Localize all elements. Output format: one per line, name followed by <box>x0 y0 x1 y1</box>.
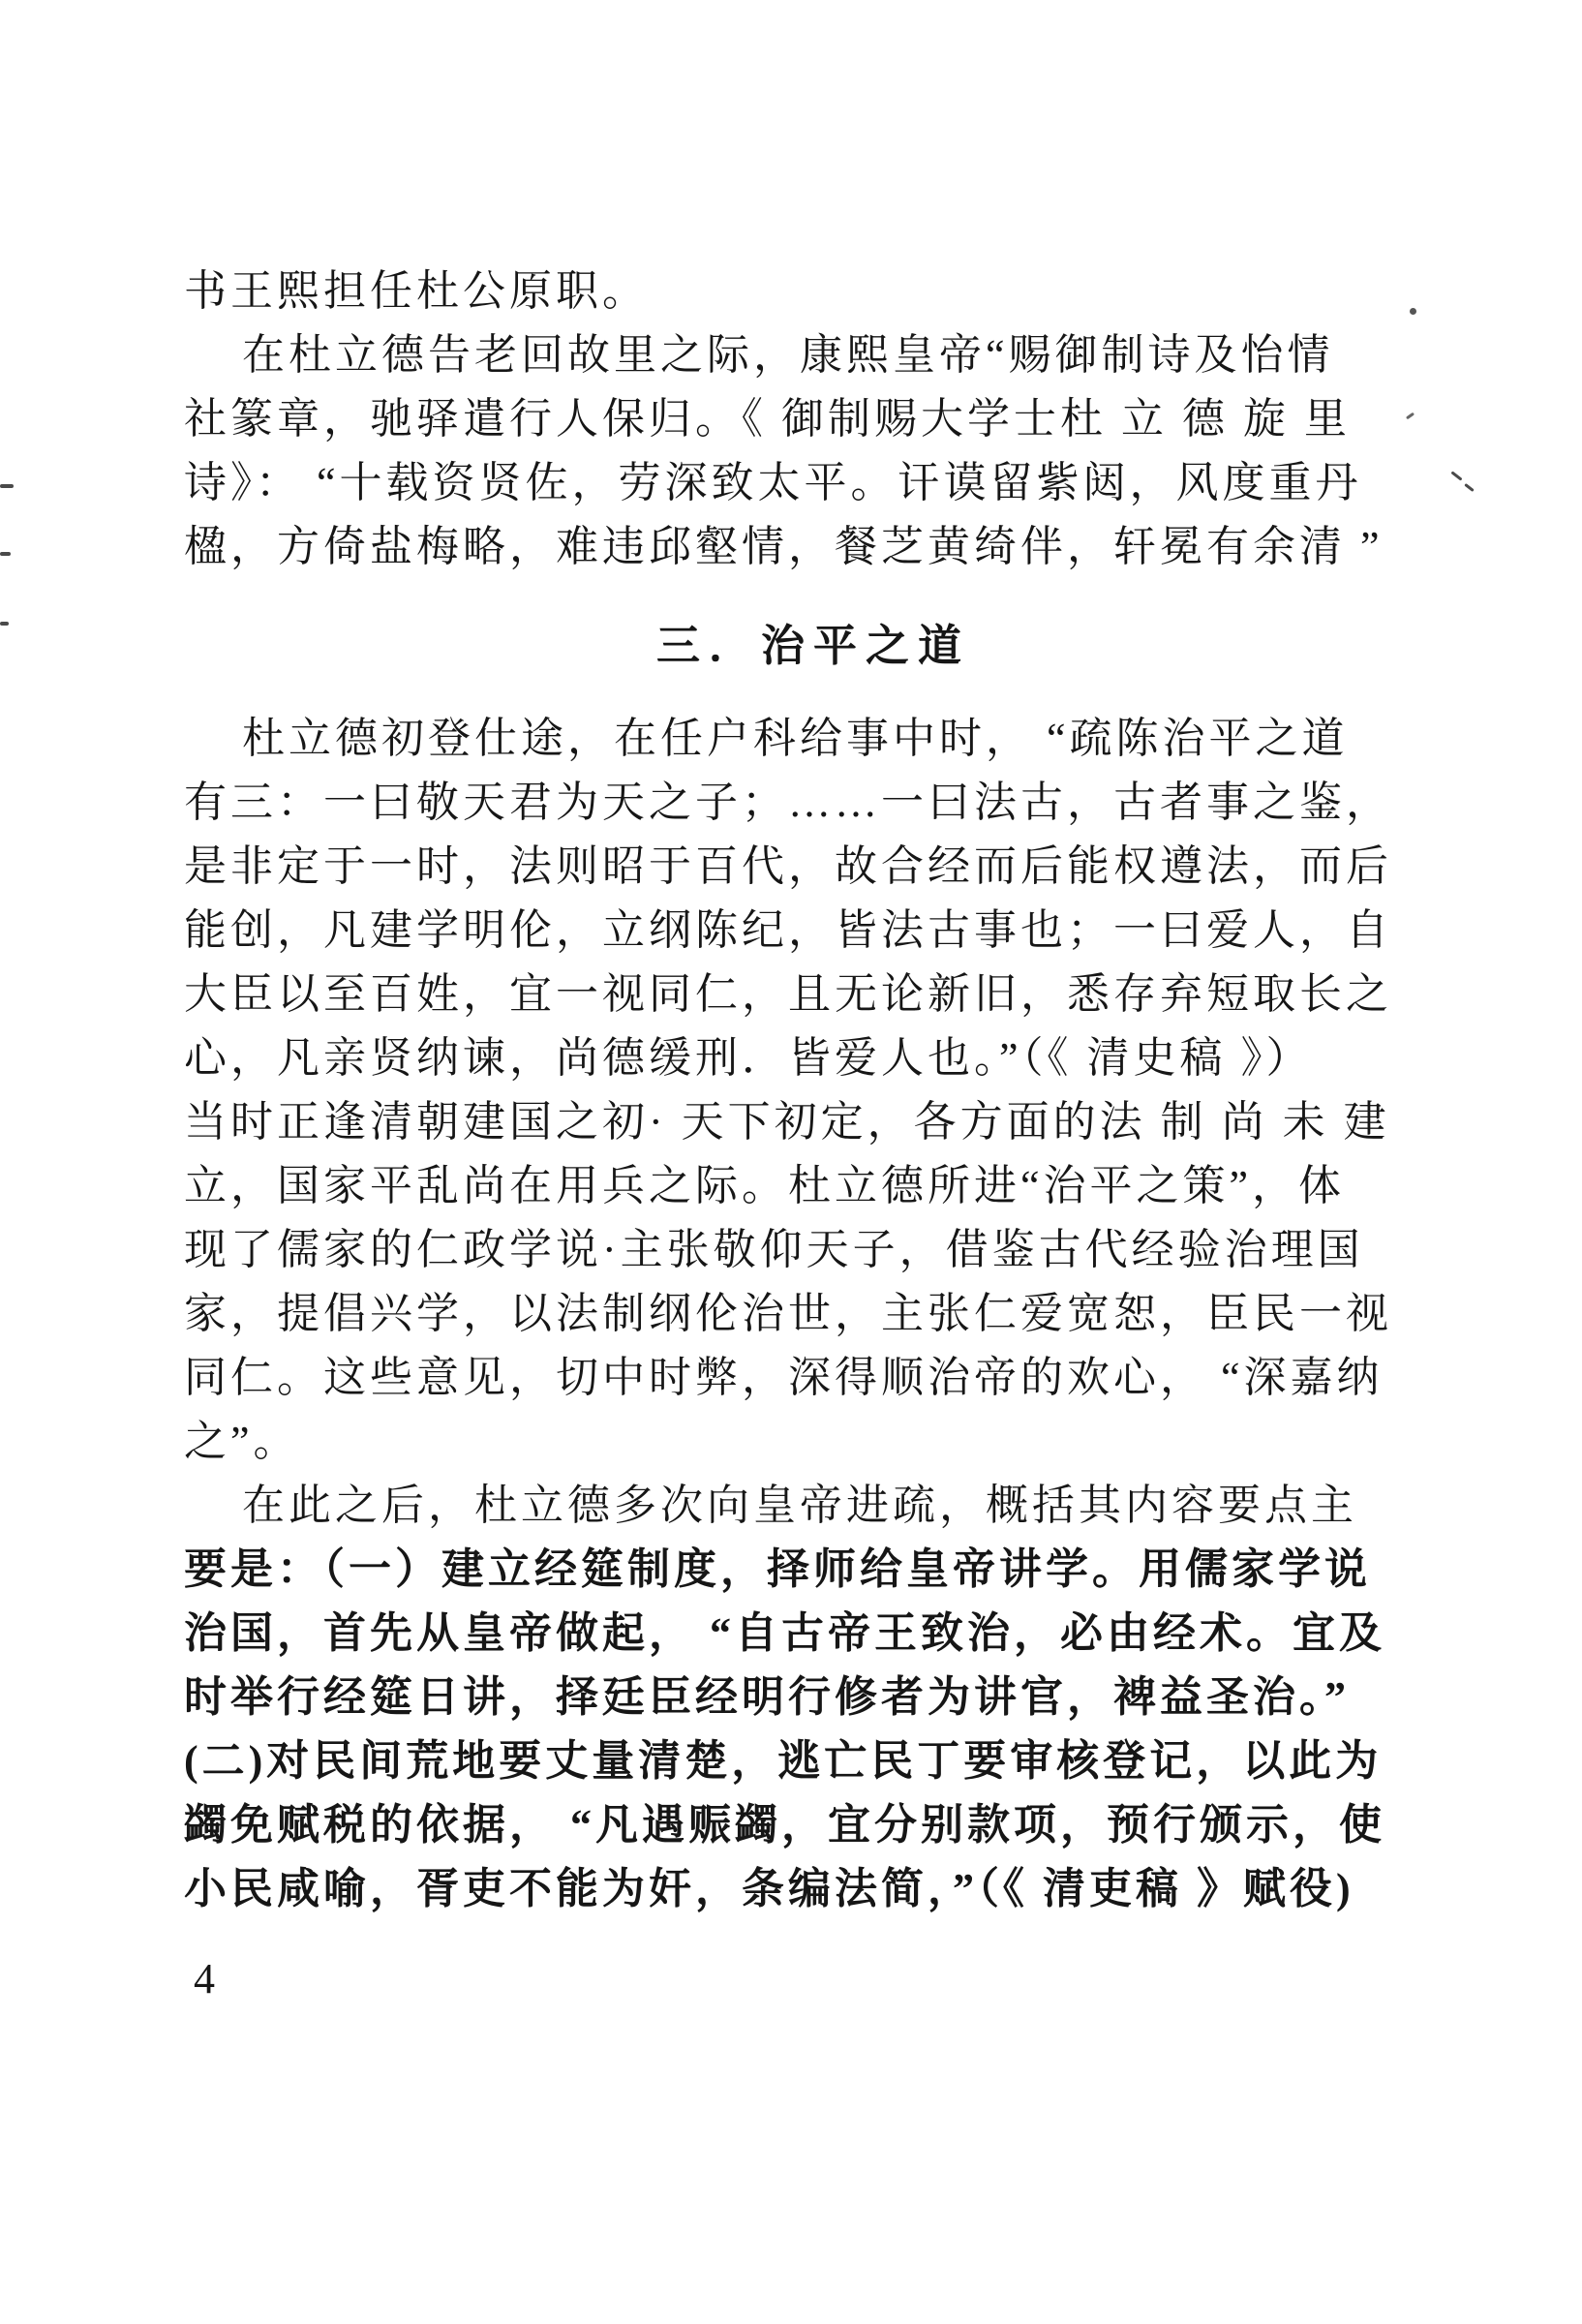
text-line: 杜立德初登仕途，在任户科给事中时， “疏陈治平之道 <box>242 715 1349 762</box>
text-line: 蠲免赋税的依据， “凡遇赈蠲，宜分别款项，预行颁示，使 <box>184 1801 1385 1849</box>
section-heading: 三．治平之道 <box>655 622 970 670</box>
text-line: 之”。 <box>184 1418 300 1465</box>
text-line: 是非定于一时，法则昭于百代，故合经而后能权遵法，而后 <box>184 842 1392 890</box>
scan-artifact <box>1450 471 1462 480</box>
text-line: 有三：一曰敬天君为天之子；……一曰法古，古者事之鉴， <box>184 779 1392 826</box>
text-line: 小民咸喻，胥吏不能为奸，条编法简，”（《 清吏稿 》赋役) <box>184 1865 1354 1912</box>
text-line: 同仁。这些意见，切中时弊，深得顺治帝的欢心， “深嘉纳 <box>184 1354 1384 1401</box>
scan-artifact <box>0 484 14 488</box>
text-line: 大臣以至百姓，宜一视同仁，且无论新旧，悉存弃短取长之 <box>184 970 1392 1018</box>
text-line: 社篆章，驰驿遣行人保归。《 御制赐大学士杜 立 德 旋 里 <box>184 395 1351 443</box>
text-line: 能创，凡建学明伦，立纲陈纪，皆法古事也；一曰爱人，自 <box>184 906 1392 954</box>
text-line: 诗》： “十载资贤佐，劳深致太平。讦谟留紫闼，风度重丹 <box>184 459 1362 506</box>
text-line: 在此之后，杜立德多次向皇帝进疏，概括其内容要点主 <box>242 1482 1357 1529</box>
text-line: 家，提倡兴学，以法制纲伦治世，主张仁爱宽恕，臣民一视 <box>184 1290 1392 1337</box>
text-line: 在杜立德告老回故里之际，康熙皇帝“赐御制诗及怡情 <box>242 331 1334 379</box>
scan-artifact <box>0 622 9 626</box>
text-line: 心，凡亲贤纳谏，尚德缓刑．皆爱人也。”（《 清史稿 》） <box>184 1034 1313 1082</box>
text-line: 当时正逢清朝建国之初· 天下初定，各方面的法 制 尚 未 建 <box>184 1098 1390 1146</box>
text-line: 楹，方倚盐梅略，难违邱壑情，餐芝黄绮伴，轩冕有余清 ” <box>184 523 1384 570</box>
text-line: 现了儒家的仁政学说·主张敬仰天子，借鉴古代经验治理国 <box>184 1226 1364 1273</box>
scan-artifact <box>1410 308 1416 315</box>
text-line: 书王熙担任杜公原职。 <box>184 267 649 315</box>
text-line: 时举行经筵日讲，择廷臣经明行修者为讲官，裨益圣治。” <box>184 1673 1350 1721</box>
text-line: 要是：（一）建立经筵制度，择师给皇帝讲学。用儒家学说 <box>184 1545 1371 1593</box>
scan-artifact <box>1464 483 1475 492</box>
page-number: 4 <box>194 1955 215 2003</box>
text-line: 立，国家平乱尚在用兵之际。杜立德所进“治平之策”，体 <box>184 1162 1346 1209</box>
scan-artifact <box>0 552 11 556</box>
text-column <box>184 260 1443 1921</box>
text-line: (二)对民间荒地要丈量清楚，逃亡民丁要审核登记，以此为 <box>184 1737 1383 1785</box>
text-line: 治国，首先从皇帝做起， “自古帝王致治，必由经术。宜及 <box>184 1609 1385 1657</box>
